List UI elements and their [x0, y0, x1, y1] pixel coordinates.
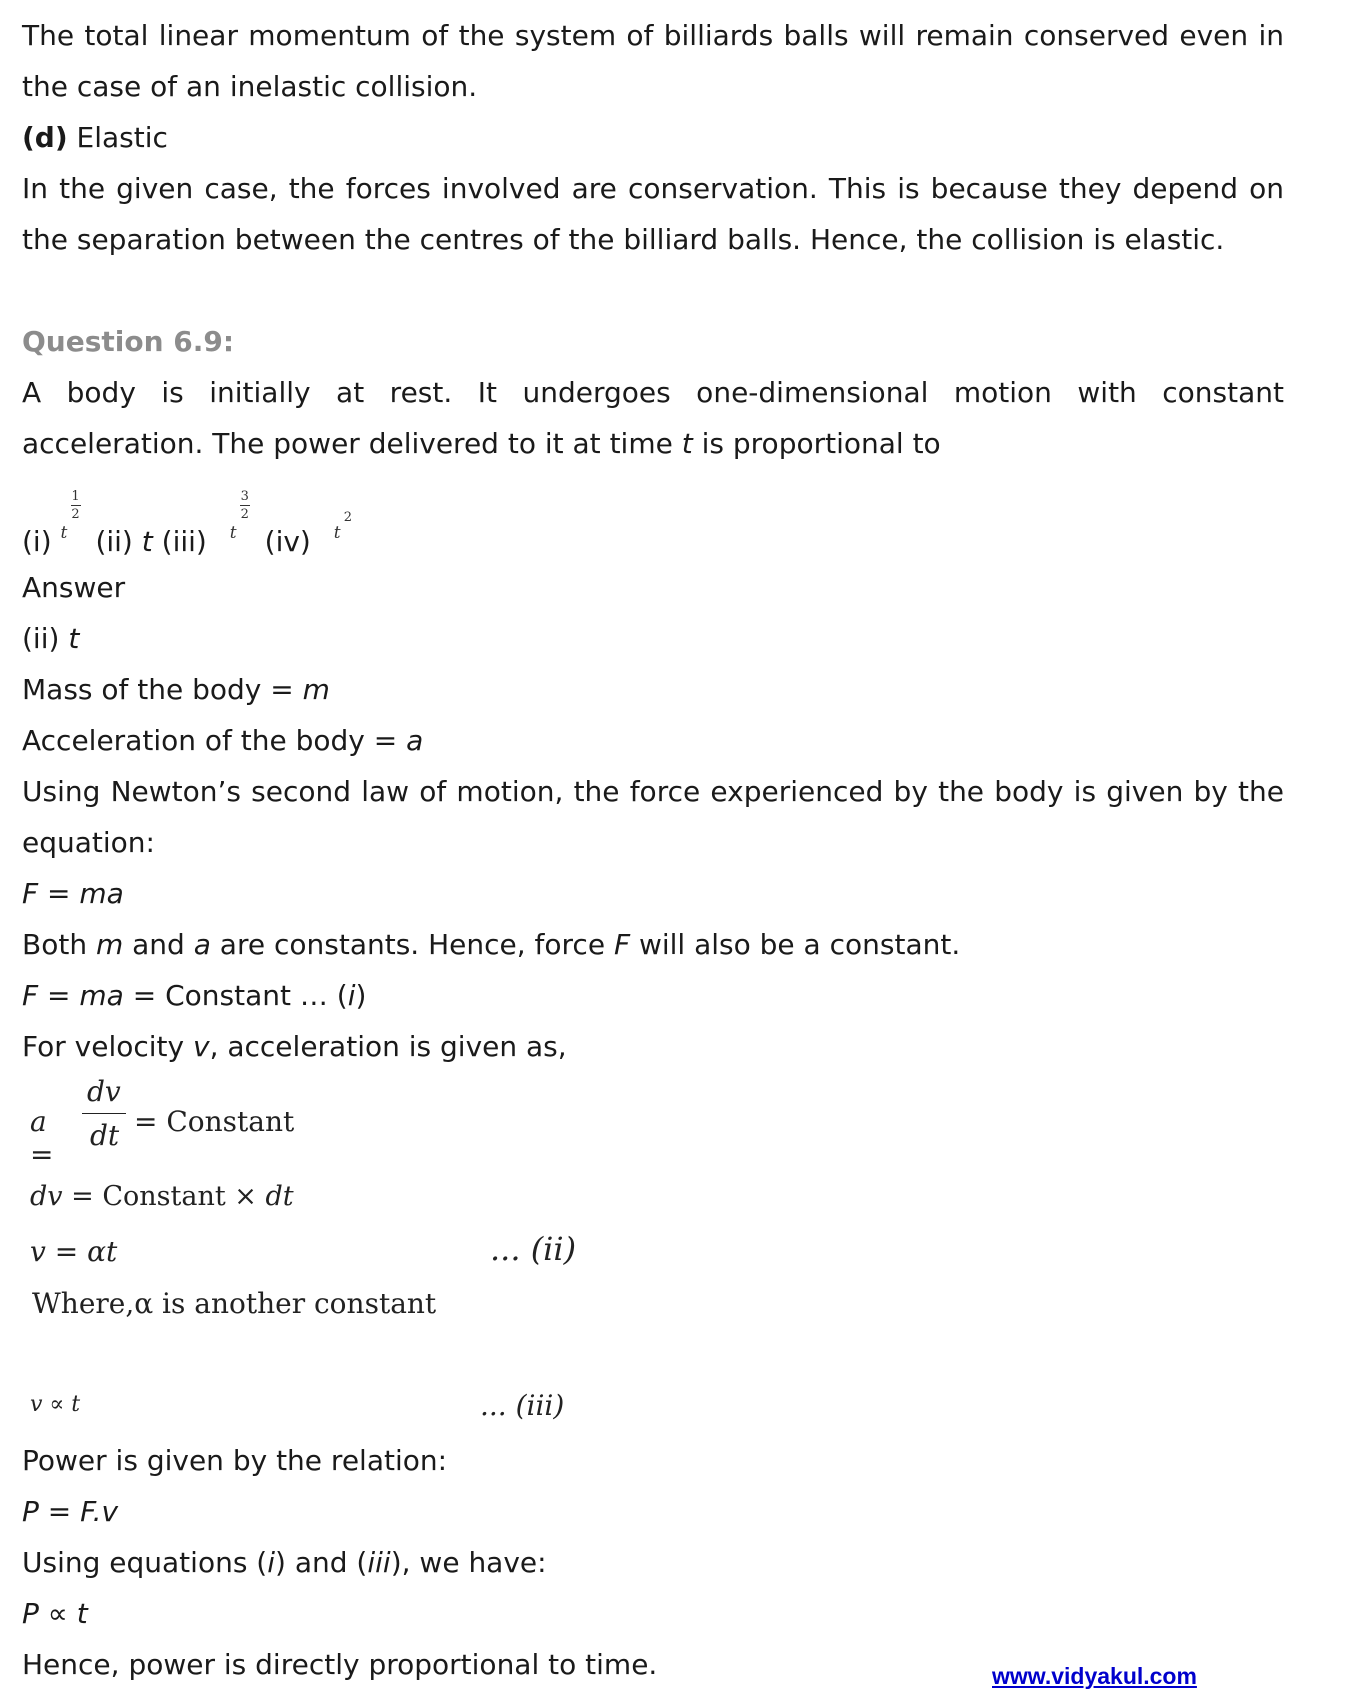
option-2-label: (ii): [95, 525, 133, 558]
equation-rhs: dt: [265, 1181, 294, 1212]
equation-constant: [22, 979, 367, 1012]
option-1-base: t: [60, 523, 68, 543]
equation-tag-ii: ... (ii): [490, 1230, 577, 1268]
option-4-exponent: 2: [343, 510, 353, 525]
option-d-label: (d): [22, 121, 68, 154]
text-span: will also be a constant.: [630, 928, 961, 961]
answer-choice-var: t: [68, 622, 80, 655]
question-text: [22, 427, 941, 460]
option-4-label: (iv): [264, 525, 311, 558]
option-d-text: Elastic: [76, 121, 168, 154]
text-span: and: [123, 928, 194, 961]
fraction-lhs: a =: [30, 1105, 54, 1171]
paragraph-line: In the given case, the forces involved are conservation. This is because they depend on: [22, 172, 1284, 205]
equation-v-alpha-t: v = αt: [30, 1235, 118, 1268]
option-3-den: 2: [240, 507, 249, 522]
paragraph-line: The total linear momentum of the system of billiards balls will remain conserved even in: [22, 19, 1284, 52]
where-line: Where,α is another constant: [32, 1287, 437, 1320]
proportional-p-t: P ∝ t: [22, 1597, 88, 1630]
variable-m: m: [95, 928, 124, 961]
fraction-rhs: = Constant: [134, 1105, 295, 1138]
question-text: A body is initially at rest. It undergoes one-dimensional motion with constant: [22, 376, 1284, 409]
text-span: ) and (: [275, 1546, 368, 1579]
paragraph-line: equation:: [22, 826, 155, 859]
question-heading: Question 6.9:: [22, 325, 235, 358]
text-span: Both: [22, 928, 96, 961]
equation-ref: iii: [367, 1546, 391, 1579]
equation-pfv: P = F.v: [22, 1495, 119, 1528]
text-span: Using equations (: [22, 1546, 268, 1579]
variable-a: a: [193, 928, 211, 961]
option-4-base: t: [333, 523, 341, 543]
paragraph-line: Power is given by the relation:: [22, 1444, 448, 1477]
option-1-expression: [60, 489, 87, 551]
fraction-numerator: dv: [87, 1075, 121, 1108]
acceleration-line: [22, 724, 424, 757]
option-d-heading: [22, 121, 168, 154]
text-span: Acceleration of the body =: [22, 724, 407, 757]
using-equations-line: [22, 1546, 547, 1579]
equation-dv: [30, 1183, 294, 1210]
text-span: = Constant ×: [62, 1181, 266, 1212]
variable-t: t: [681, 427, 693, 460]
option-1-fraction: [71, 489, 81, 522]
option-4-expression: [333, 510, 360, 551]
text-span: ), we have:: [390, 1546, 547, 1579]
equation-lhs: dv: [30, 1181, 63, 1212]
text-span: is proportional to: [692, 427, 941, 460]
equation-tag-iii: ... (iii): [480, 1389, 565, 1422]
text-span: For velocity: [22, 1030, 193, 1063]
variable-f: F: [613, 928, 631, 961]
mass-line: [22, 673, 330, 706]
constants-line: [22, 928, 961, 961]
option-2-var: t: [141, 525, 153, 558]
text-span: ): [355, 979, 367, 1012]
option-1-num: 1: [71, 489, 80, 504]
equation-lhs: F = ma: [22, 979, 124, 1012]
text-span: are constants. Hence, force: [210, 928, 614, 961]
option-1-label: (i): [22, 525, 52, 558]
fraction-bar: [240, 505, 250, 506]
text-span: , acceleration is given as,: [209, 1030, 567, 1063]
answer-choice-label: (ii): [22, 622, 60, 655]
velocity-line: [22, 1030, 567, 1063]
text-span: Mass of the body =: [22, 673, 303, 706]
text-span: acceleration. The power delivered to it at time: [22, 427, 682, 460]
answer-choice: [22, 622, 80, 655]
variable-v: v: [192, 1030, 210, 1063]
paragraph-line: the separation between the centres of the billiard balls. Hence, the collision is elastic.: [22, 223, 1225, 256]
fraction-bar: [82, 1113, 126, 1114]
options-line: [22, 489, 360, 558]
option-3-num: 3: [240, 489, 249, 504]
paragraph-line: the case of an inelastic collision.: [22, 70, 478, 103]
option-3-label: (iii): [161, 525, 207, 558]
conclusion-line: Hence, power is directly proportional to time.: [22, 1648, 658, 1681]
variable-m: m: [302, 673, 330, 706]
option-3-base: t: [229, 523, 237, 543]
variable-a: a: [406, 724, 424, 757]
option-1-den: 2: [71, 507, 80, 522]
fraction-bar: [71, 505, 81, 506]
equation-tag: i: [347, 979, 356, 1012]
fraction-denominator: dt: [90, 1119, 120, 1152]
website-link[interactable]: www.vidyakul.com: [992, 1663, 1197, 1689]
option-3-expression: [229, 489, 256, 551]
proportional-v-t: v ∝ t: [30, 1392, 81, 1417]
equation-fma: F = ma: [22, 877, 124, 910]
answer-heading: Answer: [22, 571, 126, 604]
paragraph-line: Using Newton’s second law of motion, the force experienced by the body is given by the: [22, 775, 1284, 808]
equation-ref: i: [267, 1546, 276, 1579]
text-span: = Constant … (: [123, 979, 348, 1012]
option-3-fraction: [240, 489, 250, 522]
